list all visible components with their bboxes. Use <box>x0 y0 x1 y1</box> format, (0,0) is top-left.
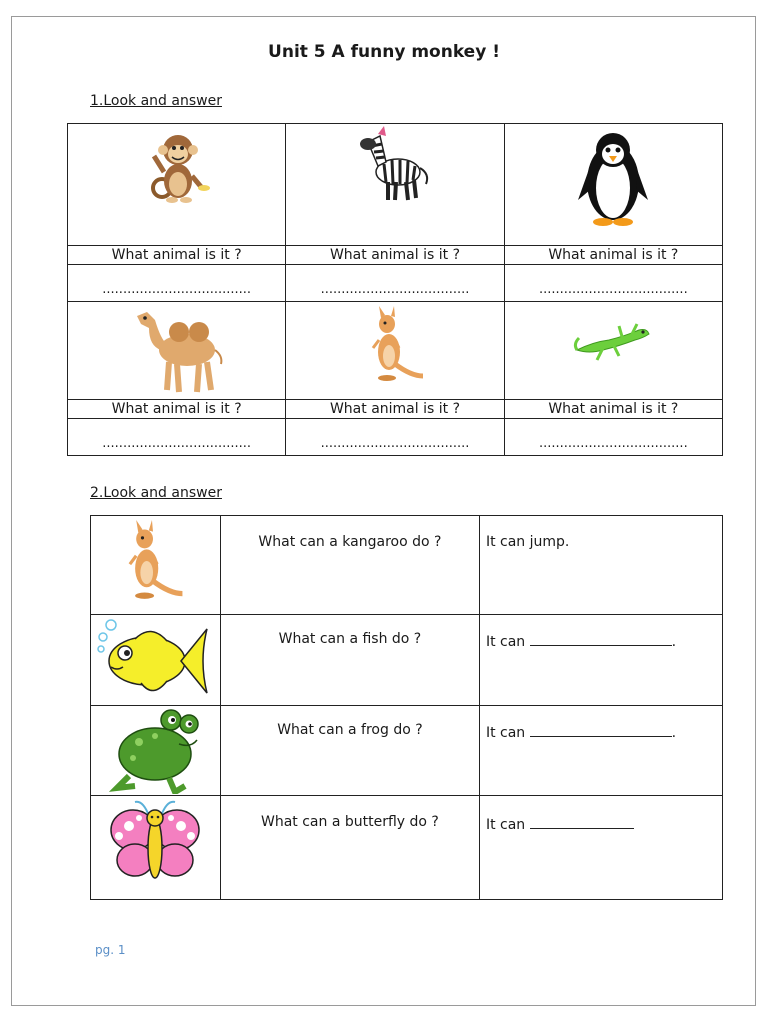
answer-cell[interactable] <box>479 706 722 796</box>
frog-icon <box>109 706 201 794</box>
answer-cell[interactable] <box>479 615 722 706</box>
answer-cell <box>479 516 722 615</box>
question-text: What can a fish do ? <box>278 631 422 647</box>
zebra-icon <box>358 124 432 204</box>
kangaroo-icon <box>121 520 185 602</box>
question-cell: What animal is it ? <box>504 400 722 419</box>
animal-question-table <box>67 123 723 456</box>
monkey-icon <box>142 126 212 206</box>
answer-cell[interactable] <box>286 419 504 456</box>
page-title: Unit 5 A funny monkey ! <box>268 42 500 62</box>
question-cell: What animal is it ? <box>286 400 504 419</box>
fish-icon <box>95 615 213 705</box>
answer-cell[interactable] <box>68 265 286 302</box>
penguin-icon <box>576 124 650 228</box>
picture-cell <box>504 302 722 400</box>
question-cell: What animal is it ? <box>68 246 286 265</box>
question-cell <box>220 615 479 706</box>
section-2-heading: 2.Look and answer <box>90 485 222 501</box>
answer-blank-line[interactable] <box>530 722 672 737</box>
answer-blank[interactable]: .................................... <box>102 282 252 297</box>
answer-blank[interactable]: .................................... <box>320 436 470 451</box>
picture-cell <box>504 124 722 246</box>
answer-blank[interactable]: .................................... <box>538 436 688 451</box>
answer-suffix: . <box>671 725 677 741</box>
answer-blank-line[interactable] <box>530 814 634 829</box>
page-number: pg. 1 <box>95 943 126 957</box>
camel-icon <box>127 306 227 396</box>
picture-cell <box>91 796 221 900</box>
answer-suffix: . <box>671 634 677 650</box>
picture-cell <box>286 302 504 400</box>
answer-prompt: It can <box>485 725 526 741</box>
question-text: What can a frog do ? <box>277 722 423 738</box>
question-cell <box>220 516 479 615</box>
picture-cell <box>91 706 221 796</box>
question-text: What can a butterfly do ? <box>261 814 439 830</box>
answer-cell[interactable] <box>504 419 722 456</box>
answer-cell[interactable] <box>479 796 722 900</box>
answer-text: It can jump. <box>485 534 570 550</box>
picture-cell <box>68 302 286 400</box>
question-cell: What animal is it ? <box>286 246 504 265</box>
answer-blank-line[interactable] <box>530 631 672 646</box>
question-cell: What animal is it ? <box>504 246 722 265</box>
answer-blank[interactable]: .................................... <box>102 436 252 451</box>
answer-cell[interactable] <box>504 265 722 302</box>
picture-cell <box>91 615 221 706</box>
question-cell: What animal is it ? <box>68 400 286 419</box>
question-cell <box>220 706 479 796</box>
lizard-icon <box>573 314 653 364</box>
question-text: What can a kangaroo do ? <box>258 534 442 550</box>
picture-cell <box>68 124 286 246</box>
picture-cell <box>286 124 504 246</box>
answer-prompt: It can <box>485 817 526 833</box>
answer-blank[interactable]: .................................... <box>538 282 688 297</box>
kangaroo-icon <box>365 306 425 384</box>
section-1-heading: 1.Look and answer <box>90 93 222 109</box>
answer-blank[interactable]: .................................... <box>320 282 470 297</box>
ability-question-table <box>90 515 723 900</box>
answer-cell[interactable] <box>286 265 504 302</box>
question-cell <box>220 796 479 900</box>
butterfly-icon <box>109 796 201 886</box>
answer-prompt: It can <box>485 634 526 650</box>
picture-cell <box>91 516 221 615</box>
answer-cell[interactable] <box>68 419 286 456</box>
